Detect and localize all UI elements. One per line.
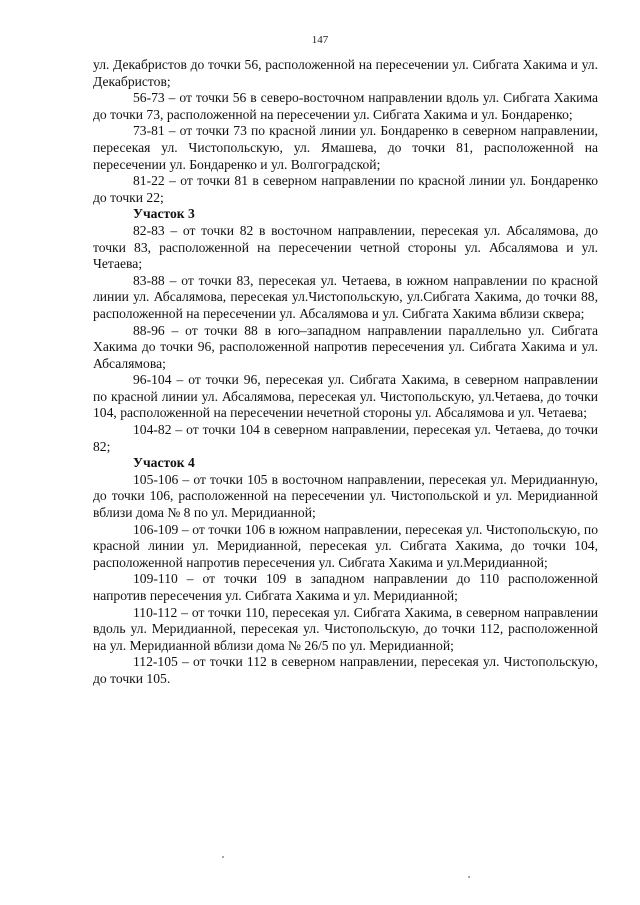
paragraph: ул. Декабристов до точки 56, расположенной на пересечении ул. Сибгата Хакима и ул. Декабристов; <box>93 57 598 89</box>
section-heading: Участок 4 <box>133 455 195 471</box>
scan-speck <box>468 876 470 878</box>
paragraph: 104-82 – от точки 104 в северном направлении, пересекая ул. Четаева, до точки 82; <box>93 422 598 454</box>
scan-speck <box>222 856 224 858</box>
page-number: 147 <box>311 34 329 46</box>
section-heading: Участок 3 <box>133 206 195 222</box>
paragraph: 109-110 – от точки 109 в западном направлении до 110 расположенной напротив пересечения ул. Сибгата Хакима и ул. Меридианной; <box>93 571 598 603</box>
document-body <box>93 57 598 688</box>
paragraph: 83-88 – от точки 83, пересекая ул. Четаева, в южном направлении по красной линии ул. Абсалямова, пересекая ул.Чистопольскую, ул.Сибгата Хакима, до точки 88, расположенной на пересечении ул. Абсалямова и ул. Сибгата Хакима вблизи сквера; <box>93 272 598 321</box>
paragraph: 96-104 – от точки 96, пересекая ул. Сибгата Хакима, в северном направлении по красной линии ул. Абсалямова, пересекая ул. Чистопольскую, ул.Четаева, до точки 104, расположенной на пересечении нечетной стороны ул. Абсалямова и ул. Четаева; <box>93 372 598 421</box>
paragraph: 110-112 – от точки 110, пересекая ул. Сибгата Хакима, в северном направлении вдоль ул. Меридианной, пересекая ул. Чистопольскую, до точки 112, расположенной на ул. Меридианной вблизи дома № 26/5 по ул. Меридианной; <box>93 604 598 653</box>
paragraph: 81-22 – от точки 81 в северном направлении по красной линии ул. Бондаренко до точки 22; <box>93 173 598 205</box>
paragraph: 106-109 – от точки 106 в южном направлении, пересекая ул. Чистопольскую, по красной линии ул. Меридианной, пересекая ул. Сибгата Хакима, до точки 104, расположенной напротив пересечения ул. Сибгата Хакима и ул.Меридианной; <box>93 521 598 570</box>
paragraph: 56-73 – от точки 56 в северо-восточном направлении вдоль ул. Сибгата Хакима до точки 73, расположенной на пересечении ул. Сибгата Хакима и ул. Бондаренко; <box>93 90 598 122</box>
paragraph: 105-106 – от точки 105 в восточном направлении, пересекая ул. Меридианную, до точки 106, расположенной на пересечении ул. Чистопольской и ул. Меридианной вблизи дома № 8 по ул. Меридианной; <box>93 471 598 521</box>
paragraph: 82-83 – от точки 82 в восточном направлении, пересекая ул. Абсалямова, до точки 83, расположенной на пересечении четной стороны ул. Абсалямова и ул. Четаева; <box>93 222 598 272</box>
paragraph: 88-96 – от точки 88 в юго–западном направлении параллельно ул. Сибгата Хакима до точки 96, расположенной напротив пересечения ул. Сибгата Хакима и ул. Абсалямова; <box>93 322 598 371</box>
paragraph: 73-81 – от точки 73 по красной линии ул. Бондаренко в северном направлении, пересекая ул. Чистопольскую, ул. Ямашева, до точки 81, расположенной на пересечении ул. Бондаренко и ул. Волгоградской; <box>93 123 598 172</box>
paragraph: 112-105 – от точки 112 в северном направлении, пересекая ул. Чистопольскую, до точки 105. <box>93 654 598 686</box>
